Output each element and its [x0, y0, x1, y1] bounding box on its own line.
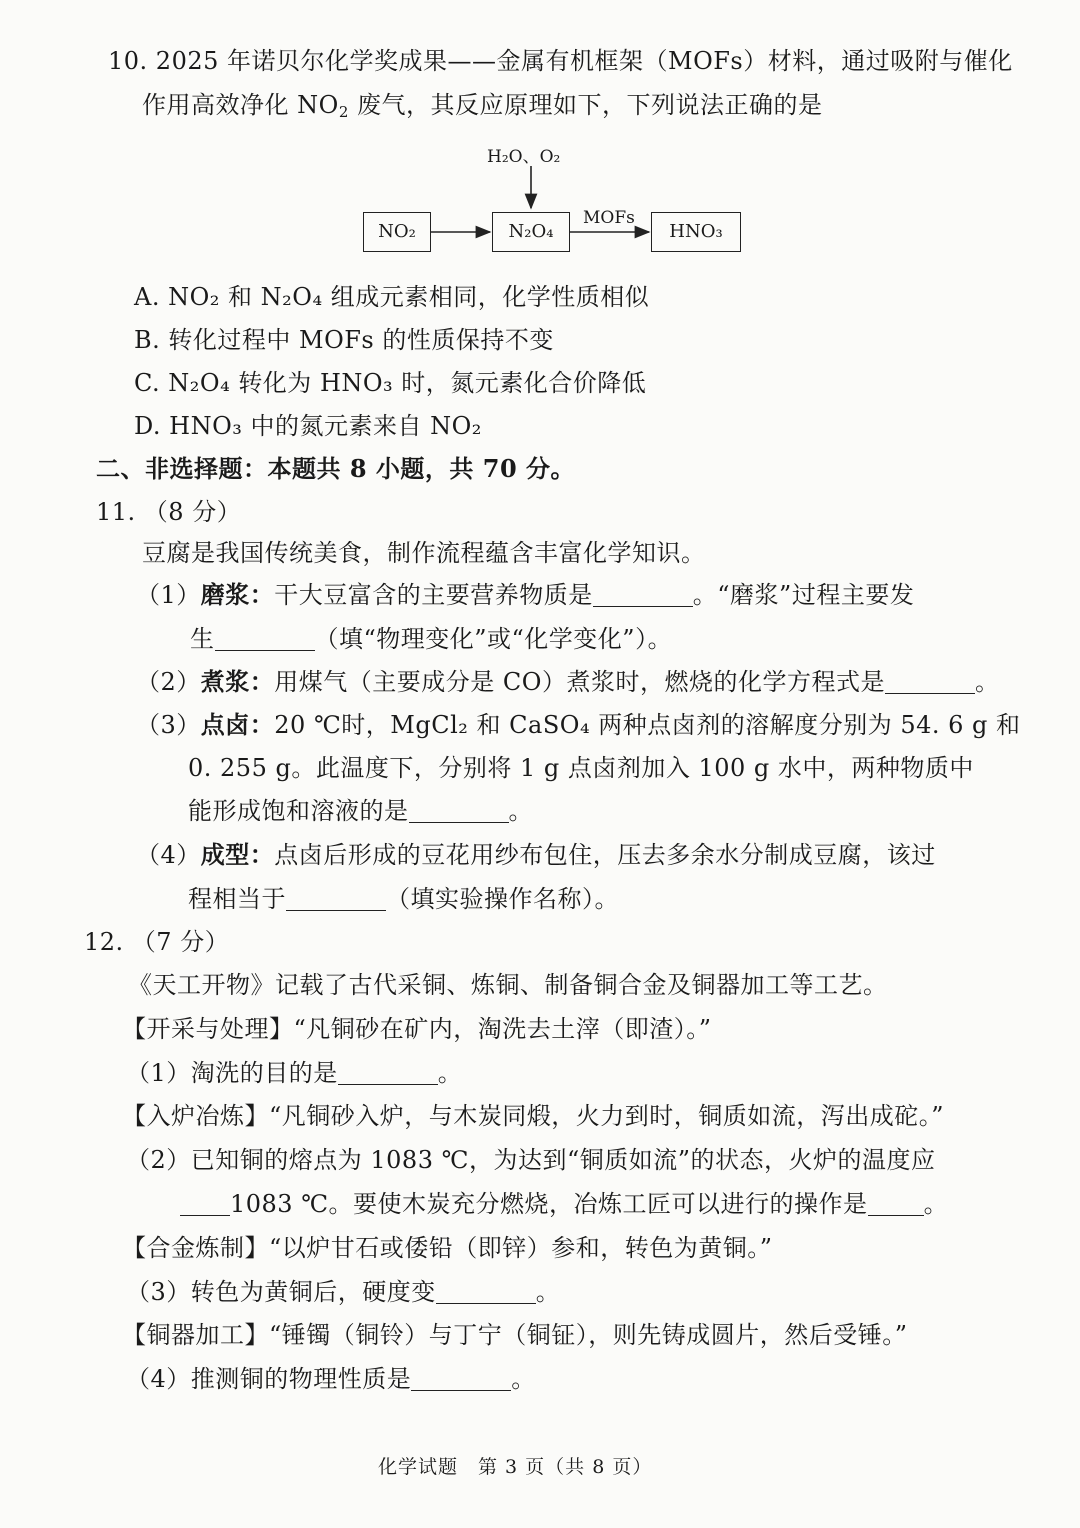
q11-p4-text-a: 点卤后形成的豆花用纱布包住，压去多余水分制成豆腐，该过: [274, 841, 936, 869]
q11-part4-line2: [188, 882, 619, 916]
q11-p4-text-b: 程相当于: [188, 885, 286, 913]
q12-part4: [126, 1362, 536, 1396]
q10-stem-text-b: 废气，其反应原理如下，下列说法正确的是: [348, 91, 823, 119]
q12-p3-text-b: 。: [535, 1278, 561, 1306]
q11-part3-line3: [188, 794, 533, 828]
q11-p3-title: 点卤：: [200, 710, 275, 739]
box-hno3: HNO₃: [651, 212, 741, 252]
q10-option-b: B. 转化过程中 MOFs 的性质保持不变: [134, 326, 554, 354]
page-footer: 化学试题 第 3 页（共 8 页）: [378, 1456, 653, 1478]
q11-p3-text-d: 。: [508, 797, 533, 825]
q11-p4-title: 成型：: [200, 840, 275, 869]
q12-p2-text-c: 。: [923, 1190, 949, 1218]
q11-p3-label: （3）: [136, 711, 201, 739]
q12-p2-text-b: 1083 ℃。要使木炭充分燃烧，冶炼工匠可以进行的操作是: [230, 1190, 868, 1218]
answer-blank-2[interactable]: [215, 628, 315, 651]
q11-part3-line1: [136, 708, 1021, 742]
q10-option-a: A. NO₂ 和 N₂O₄ 组成元素相同，化学性质相似: [134, 283, 650, 311]
q11-intro: 豆腐是我国传统美食，制作流程蕴含丰富化学知识。: [142, 539, 706, 567]
answer-blank-9[interactable]: [436, 1281, 536, 1304]
q11-part1-line1: [136, 578, 914, 612]
q11-p3-text-c: 能形成饱和溶液的是: [188, 797, 409, 825]
q11-p2-text-a: 用煤气（主要成分是 CO）煮浆时，燃烧的化学方程式是: [274, 668, 885, 696]
q10-stem-line1: 10. 2025 年诺贝尔化学奖成果——金属有机框架（MOFs）材料，通过吸附与催化: [108, 47, 1013, 75]
answer-blank-7[interactable]: [180, 1193, 230, 1216]
q12-p3-text-a: （3）转色为黄铜后，硬度变: [126, 1278, 436, 1306]
q11-p2-text-b: 。: [974, 668, 1000, 696]
box-no2: NO₂: [363, 212, 431, 252]
q11-part2: [136, 665, 999, 699]
reagents-label: H₂O、O₂: [487, 147, 561, 167]
q12-heading: 12. （7 分）: [84, 928, 230, 956]
q12-section-mining: 【开采与处理】“凡铜砂在矿内，淘洗去土滓（即渣）。”: [122, 1015, 712, 1043]
q11-part3-line2: 0. 255 g。此温度下，分别将 1 g 点卤剂加入 100 g 水中，两种物质中: [188, 754, 974, 782]
q11-p4-text-c: （填实验操作名称）。: [386, 885, 619, 913]
answer-blank-1[interactable]: [593, 584, 693, 607]
q12-part2-line1: （2）已知铜的熔点为 1083 ℃，为达到“铜质如流”的状态，火炉的温度应: [126, 1146, 936, 1174]
q11-p2-label: （2）: [136, 668, 201, 696]
q11-p1-title: 磨浆：: [200, 580, 275, 609]
q10-stem-subscript: 2: [338, 103, 349, 121]
q11-p1-label: （1）: [136, 581, 201, 609]
box-n2o4: N₂O₄: [492, 212, 570, 252]
q11-part4-line1: [136, 838, 936, 872]
q12-p1-text-a: （1）淘洗的目的是: [126, 1059, 338, 1087]
q11-p3-text-a: 20 ℃时，MgCl₂ 和 CaSO₄ 两种点卤剂的溶解度分别为 54. 6 g 和: [274, 711, 1021, 739]
diagram-arrows: [0, 0, 1080, 300]
q12-section-smelting: 【入炉冶炼】“凡铜砂入炉，与木炭同煅，火力到时，铜质如流，泻出成砣。”: [122, 1102, 945, 1130]
q12-part3: [126, 1275, 560, 1309]
q12-p4-text-b: 。: [511, 1365, 536, 1393]
answer-blank-6[interactable]: [338, 1062, 438, 1085]
q10-option-d: D. HNO₃ 中的氮元素来自 NO₂: [134, 412, 482, 440]
q11-p4-label: （4）: [136, 841, 201, 869]
q10-option-c: C. N₂O₄ 转化为 HNO₃ 时，氮元素化合价降低: [134, 369, 647, 397]
q12-part1: [126, 1056, 462, 1090]
q11-p1-text-b: 。“磨浆”过程主要发: [692, 581, 915, 609]
q11-heading: 11. （8 分）: [96, 498, 242, 526]
q11-p1-text-c: 生: [190, 625, 215, 653]
q12-part2-line2: [180, 1187, 948, 1221]
answer-blank-8[interactable]: [868, 1193, 924, 1216]
answer-blank-5[interactable]: [286, 888, 386, 911]
q12-section-alloy: 【合金炼制】“以炉甘石或倭铅（即锌）参和，转色为黄铜。”: [122, 1234, 773, 1262]
answer-blank-4[interactable]: [409, 800, 509, 823]
q11-p1-text-d: （填“物理变化”或“化学变化”）。: [314, 625, 673, 653]
q12-section-processing: 【铜器加工】“锤镯（铜铃）与丁宁（铜钲），则先铸成圆片，然后受锤。”: [122, 1321, 908, 1349]
q10-stem-text-a: 作用高效净化 NO: [142, 91, 339, 119]
q11-p2-title: 煮浆：: [200, 667, 275, 696]
q12-p4-text-a: （4）推测铜的物理性质是: [126, 1365, 412, 1393]
q12-p1-text-b: 。: [437, 1059, 463, 1087]
section2-heading: 二、非选择题：本题共 8 小题，共 70 分。: [96, 454, 576, 483]
catalyst-label: MOFs: [583, 208, 635, 228]
q11-part1-line2: [190, 622, 672, 656]
answer-blank-10[interactable]: [411, 1368, 511, 1391]
answer-blank-3[interactable]: [885, 671, 975, 694]
q12-intro: 《天工开物》记载了古代采铜、炼铜、制备铜合金及铜器加工等工艺。: [128, 971, 888, 999]
q11-p1-text-a: 干大豆富含的主要营养物质是: [274, 581, 593, 609]
